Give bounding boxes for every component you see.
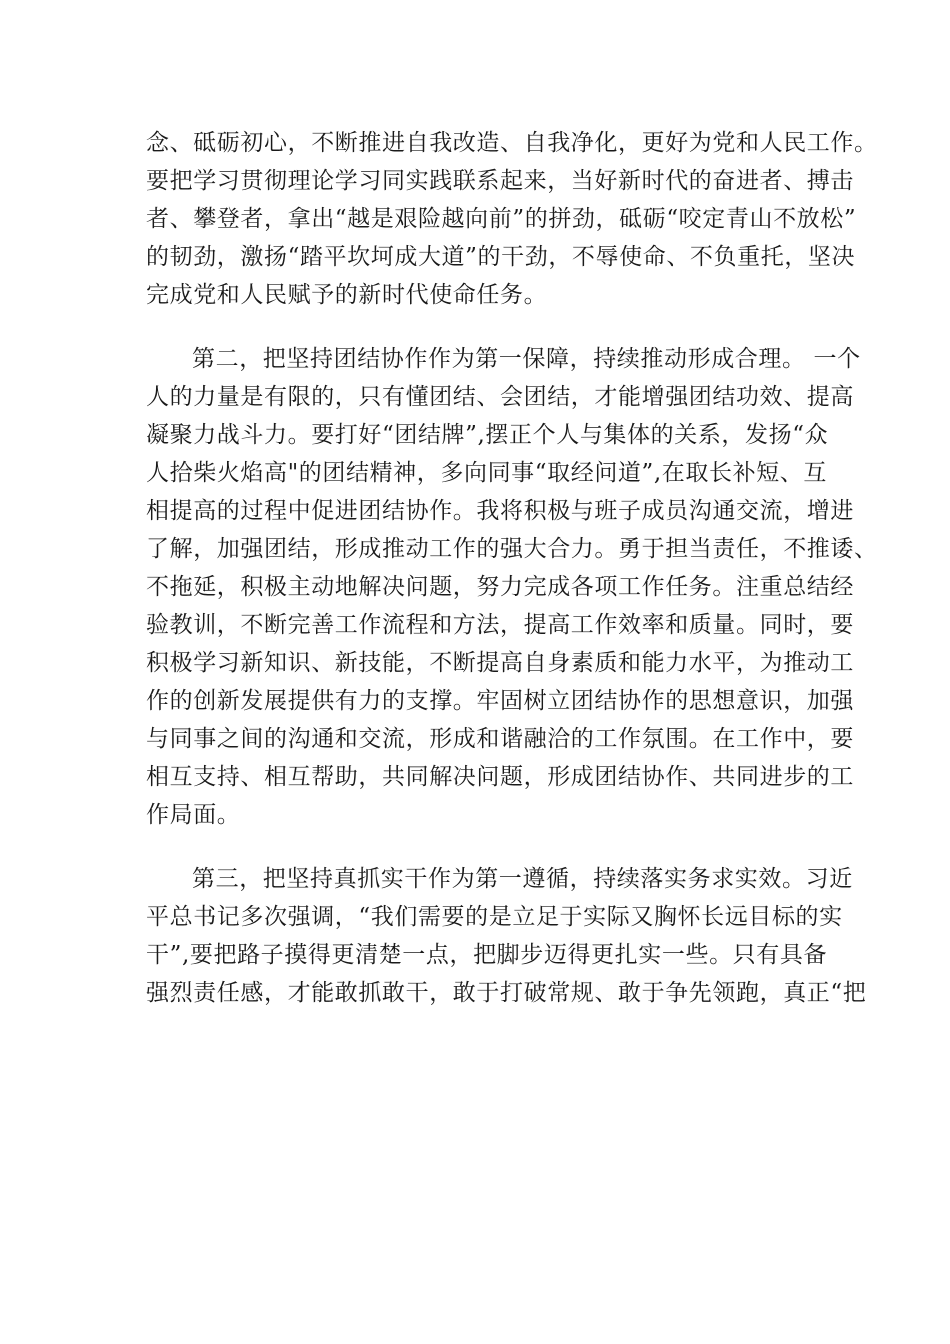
text-line: 相互支持、相互帮助，共同解决问题，形成团结协作、共同进步的工	[146, 764, 854, 790]
text-line: 第二，把坚持团结协作作为第一保障，持续推动形成合理。 一个	[192, 346, 861, 372]
text-line: 要把学习贯彻理论学习同实践联系起来，当好新时代的奋进者、搏击	[146, 168, 854, 194]
text-line: 作局面。	[146, 802, 241, 828]
text-line: 第三，把坚持真抓实干作为第一遵循，持续落实务求实效。习近	[192, 866, 853, 892]
paragraph-spacer	[146, 314, 811, 340]
paragraph-2	[146, 340, 878, 834]
paragraph-spacer	[146, 834, 811, 860]
paragraph-1	[146, 124, 878, 314]
text-line: 相提高的过程中促进团结协作。我将积极与班子成员沟通交流，增进	[146, 498, 854, 524]
text-line: 人的力量是有限的，只有懂团结、会团结，才能增强团结功效、提高	[146, 384, 854, 410]
paragraph-3	[146, 860, 867, 1012]
document-page	[146, 124, 878, 1012]
text-line: 验教训，不断完善工作流程和方法，提高工作效率和质量。同时，要	[146, 612, 854, 638]
text-line: 凝聚力战斗力。要打好“团结牌”,摆正个人与集体的关系，发扬“众	[146, 422, 829, 448]
text-line: 的韧劲，激扬“踏平坎坷成大道”的干劲，不辱使命、不负重托，坚决	[146, 244, 856, 270]
text-line: 与同事之间的沟通和交流，形成和谐融洽的工作氛围。在工作中，要	[146, 726, 854, 752]
text-line: 了解，加强团结，形成推动工作的强大合力。勇于担当责任，不推诿、	[146, 536, 878, 562]
text-line: 念、砥砺初心，不断推进自我改造、自我净化，更好为党和人民工作。	[146, 130, 878, 156]
text-line: 作的创新发展提供有力的支撑。牢固树立团结协作的思想意识，加强	[146, 688, 854, 714]
text-line: 人拾柴火焰高"的团结精神，多向同事“取经问道”,在取长补短、互	[146, 460, 828, 486]
text-line: 平总书记多次强调，“我们需要的是立足于实际又胸怀长远目标的实	[146, 904, 843, 930]
text-line: 积极学习新知识、新技能，不断提高自身素质和能力水平，为推动工	[146, 650, 854, 676]
text-line: 强烈责任感，才能敢抓敢干，敢于打破常规、敢于争先领跑，真正“把	[146, 980, 867, 1006]
text-line: 者、攀登者，拿出“越是艰险越向前”的拼劲，砥砺“咬定青山不放松”	[146, 206, 857, 232]
text-line: 干”,要把路子摸得更清楚一点，把脚步迈得更扎实一些。只有具备	[146, 942, 828, 968]
text-line: 不拖延，积极主动地解决问题，努力完成各项工作任务。注重总结经	[146, 574, 854, 600]
text-line: 完成党和人民赋予的新时代使命任务。	[146, 282, 548, 308]
